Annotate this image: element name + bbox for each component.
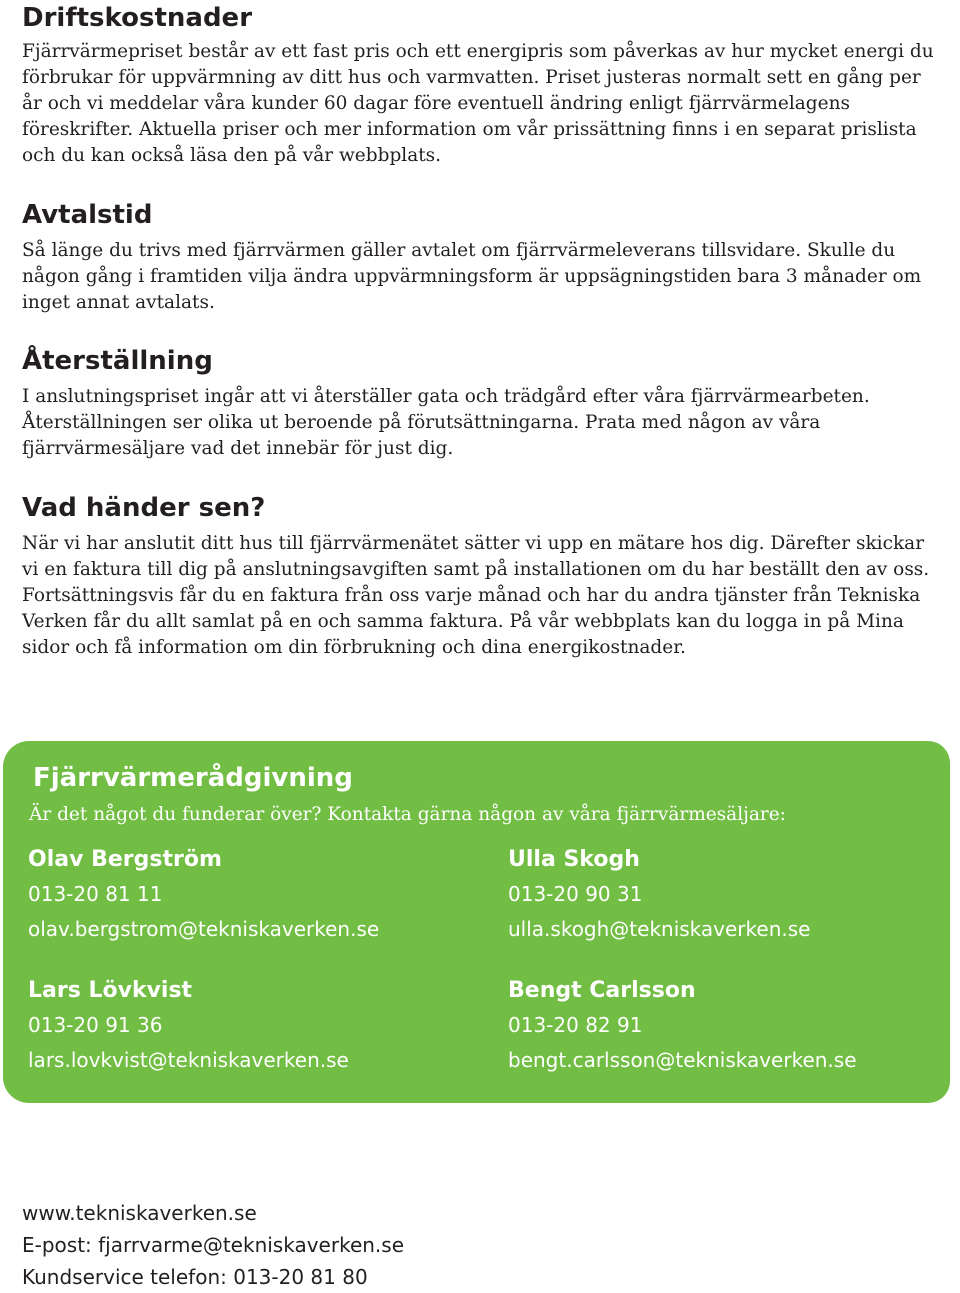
- contact-phone: 013-20 81 11: [28, 882, 163, 906]
- advice-intro: Är det något du funderar över? Kontakta gärna någon av våra fjärrvärmesäljare:: [29, 804, 786, 825]
- footer-phone: Kundservice telefon: 013-20 81 80: [22, 1265, 368, 1289]
- contact-phone: 013-20 82 91: [508, 1013, 643, 1037]
- advice-heading: Fjärrvärmerådgivning: [33, 763, 353, 793]
- section-heading: Vad händer sen?: [22, 493, 266, 523]
- contact-name: Lars Lövkvist: [28, 978, 193, 1003]
- contact-phone: 013-20 90 31: [508, 882, 643, 906]
- section-heading: Avtalstid: [22, 200, 153, 230]
- section-avtalstid: [22, 199, 938, 316]
- section-driftskostnader: [22, 2, 938, 169]
- footer-email: E-post: fjarrvarme@tekniskaverken.se: [22, 1233, 405, 1257]
- section-vad-hander-sen: [22, 492, 938, 661]
- contact-card: [508, 845, 938, 945]
- section-body: Fjärrvärmepriset består av ett fast pris och ett energipris som påverkas av hur mycket energi du förbrukar för uppvärmning av ditt hus och varmvatten. Priset justeras normalt sett en gång per år och vi meddelar våra kunder 60 dagar före eventuell ändring enligt fjärrvärmelagens föreskrifter. Aktuella priser och mer information om vår prissättning finns i en separat prislista och du kan också läsa den på vår webbplats.: [22, 41, 934, 166]
- section-aterstallning: [22, 345, 938, 462]
- contact-email: ulla.skogh@tekniskaverken.se: [508, 917, 811, 941]
- section-heading: Driftskostnader: [22, 3, 253, 33]
- advice-box: [3, 741, 950, 1103]
- contact-card: [28, 845, 458, 945]
- contact-email: lars.lovkvist@tekniskaverken.se: [28, 1048, 349, 1072]
- section-body: I anslutningspriset ingår att vi återställer gata och trädgård efter våra fjärrvärmearbeten. Återställningen ser olika ut beroende på förutsättningarna. Prata med någon av våra fjärrvärmesäljare vad det innebär för just dig.: [22, 386, 870, 459]
- section-body: Så länge du trivs med fjärrvärmen gäller avtalet om fjärrvärmeleverans tillsvidare. Skulle du någon gång i framtiden vilja ändra uppvärmningsform är uppsägningstiden bara 3 månader om inget annat avtalats.: [22, 240, 922, 313]
- contact-name: Bengt Carlsson: [508, 978, 696, 1003]
- contact-email: olav.bergstrom@tekniskaverken.se: [28, 917, 380, 941]
- contact-card: [508, 976, 938, 1076]
- contact-name: Olav Bergström: [28, 847, 222, 872]
- contact-name: Ulla Skogh: [508, 847, 640, 872]
- contact-email: bengt.carlsson@tekniskaverken.se: [508, 1048, 857, 1072]
- contact-phone: 013-20 91 36: [28, 1013, 163, 1037]
- footer-contact-info: [22, 1197, 404, 1293]
- section-body: När vi har anslutit ditt hus till fjärrvärmenätet sätter vi upp en mätare hos dig. Därefter skickar vi en faktura till dig på anslutningsavgiften samt på installationen om du har beställt den av oss. Fortsättningsvis får du en faktura från oss varje månad och har du andra tjänster från Tekniska Verken får du allt samlat på en och samma faktura. På vår webbplats kan du logga in på Mina sidor och få information om din förbrukning och dina energikostnader.: [22, 533, 930, 658]
- footer-website: www.tekniskaverken.se: [22, 1201, 257, 1225]
- contact-card: [28, 976, 458, 1076]
- section-heading: Återställning: [22, 346, 213, 376]
